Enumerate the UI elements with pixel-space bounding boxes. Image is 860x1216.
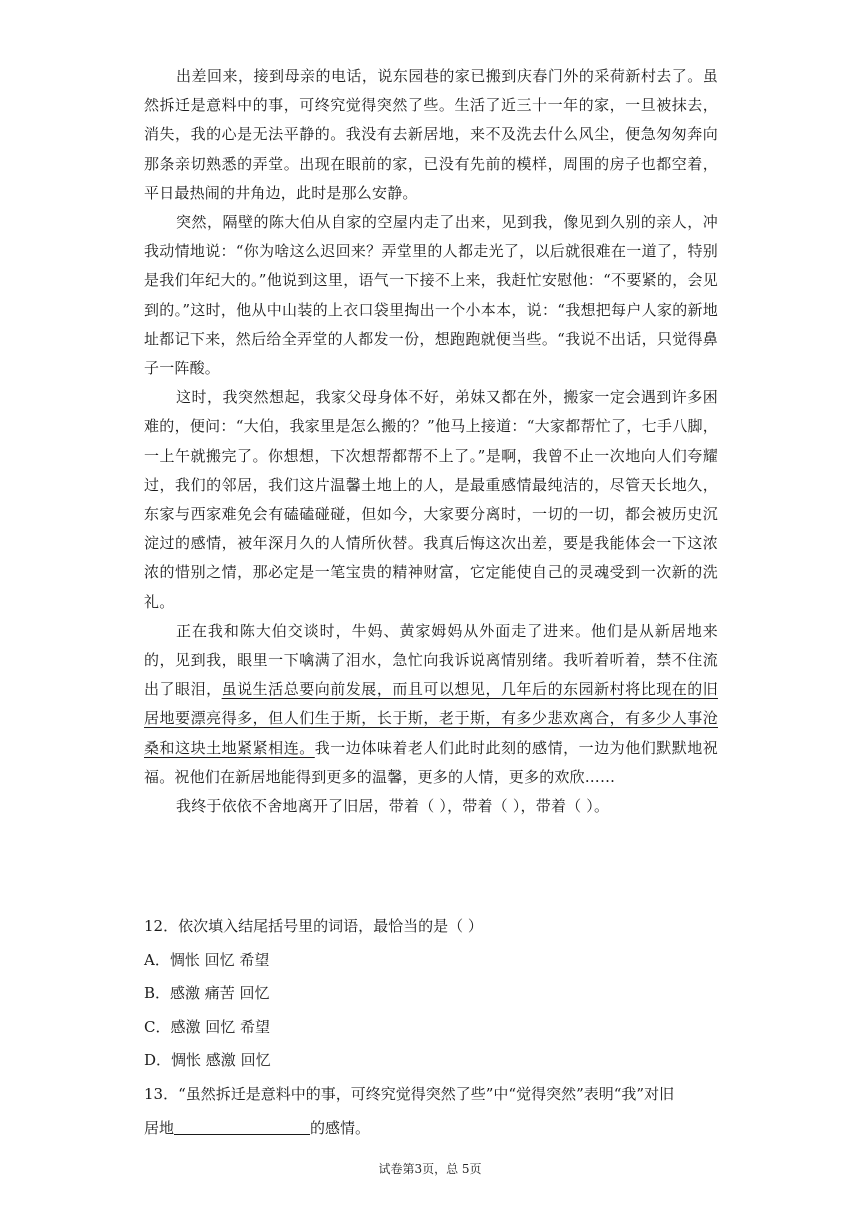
reading-passage xyxy=(144,62,718,821)
answer-blank[interactable] xyxy=(174,1116,310,1135)
passage-paragraph-4 xyxy=(144,617,718,792)
option-d[interactable]: D．惆怅 感激 回忆 xyxy=(144,1051,271,1070)
passage-paragraph-1: 出差回来，接到母亲的电话，说东园巷的家已搬到庆春门外的采荷新村去了。虽然拆迁是意料中的事，可终究觉得突然了些。生活了近三十一年的家，一旦被抹去，消失，我的心是无法平静的。我没有去新居地，来不及洗去什么风尘，便急匆匆奔向那条亲切熟悉的弄堂。出现在眼前的家，已没有先前的模样，周围的房子也都空着，平日最热闹的井角边，此时是那么安静。 xyxy=(144,67,718,202)
question-13-suffix: 的感情。 xyxy=(310,1118,371,1137)
option-c[interactable]: C．感激 回忆 希望 xyxy=(144,1017,271,1036)
question-block xyxy=(144,910,718,1145)
paragraph-4-text-start: 正在我和陈大伯交谈时，牛妈、黄家姆妈从外面走了进来。他们是从新居地来的，见到我，眼里一下噙满了泪水，急忙向我诉说离情别绪。我听着听着，禁不住流出了眼泪， xyxy=(144,621,718,699)
passage-paragraph-3: 这时，我突然想起，我家父母身体不好，弟妹又都在外，搬家一定会遇到许多困难的，便问：“大伯，我家里是怎么搬的？”他马上接道：“大家都帮忙了，七手八脚，一上午就搬完了。你想想，下次想帮都帮不上了。”是啊，我曾不止一次地向人们夸耀过，我们的邻居，我们这片温馨土地上的人，是最重感情最纯洁的，尽管天长地久，东家与西家难免会有磕磕碰碰，但如今，大家要分离时，一切的一切，都会被历史沉淀过的感情，被年深月久的人情所伙替。我真后悔这次出差，要是我能体会一下这浓浓的惜别之情，那必定是一笔宝贵的精神财富，它定能使自己的灵魂受到一次新的洗礼。 xyxy=(144,388,718,611)
page-footer: 试卷第3页，总 5页 xyxy=(378,1162,482,1176)
question-13-prefix: 居地 xyxy=(144,1118,175,1137)
paragraph-4-text-end: 我一边体味着老人们此时此刻的感情，一边为他们默默地祝福。祝他们在新居地能得到更多的温馨，更多的人情，更多的欢欣…… xyxy=(144,738,719,786)
question-13-stem: 13．“虽然拆迁是意料中的事，可终究觉得突然了些”中“觉得突然”表明“我”对旧 xyxy=(144,1084,675,1103)
question-13-continuation xyxy=(144,1112,718,1146)
option-b[interactable]: B．感激 痛苦 回忆 xyxy=(144,984,270,1003)
underlined-sentence: 虽说生活总要向前发展，而且可以想见，几年后的东园新村将比现在的旧居地要漂亮得多，但人们生于斯，长于斯，老于斯，有多少悲欢离合，有多少人事沧桑和这块土地紧紧相连。 xyxy=(144,680,718,757)
passage-paragraph-2: 突然，隔壁的陈大伯从自家的空屋内走了出来，见到我，像见到久别的亲人，冲我动情地说：“你为啥这么迟回来？弄堂里的人都走光了，以后就很难在一道了，特别是我们年纪大的。”他说到这里，语气一下接不上来，我赶忙安慰他：“不要紧的，会见到的。”这时，他从中山装的上衣口袋里掏出一个小本本，说：“我想把每户人家的新地址都记下来，然后给全弄堂的人都发一份，想跑跑就便当些。“我说不出话，只觉得鼻子一阵酸。 xyxy=(144,213,718,378)
option-a[interactable]: A．惆怅 回忆 希望 xyxy=(144,950,270,969)
question-12-stem: 12．依次填入结尾括号里的词语，最恰当的是（ ） xyxy=(144,917,483,935)
passage-paragraph-5: 我终于依依不舍地离开了旧居，带着（ ），带着（ ），带着（ ）。 xyxy=(176,797,610,816)
